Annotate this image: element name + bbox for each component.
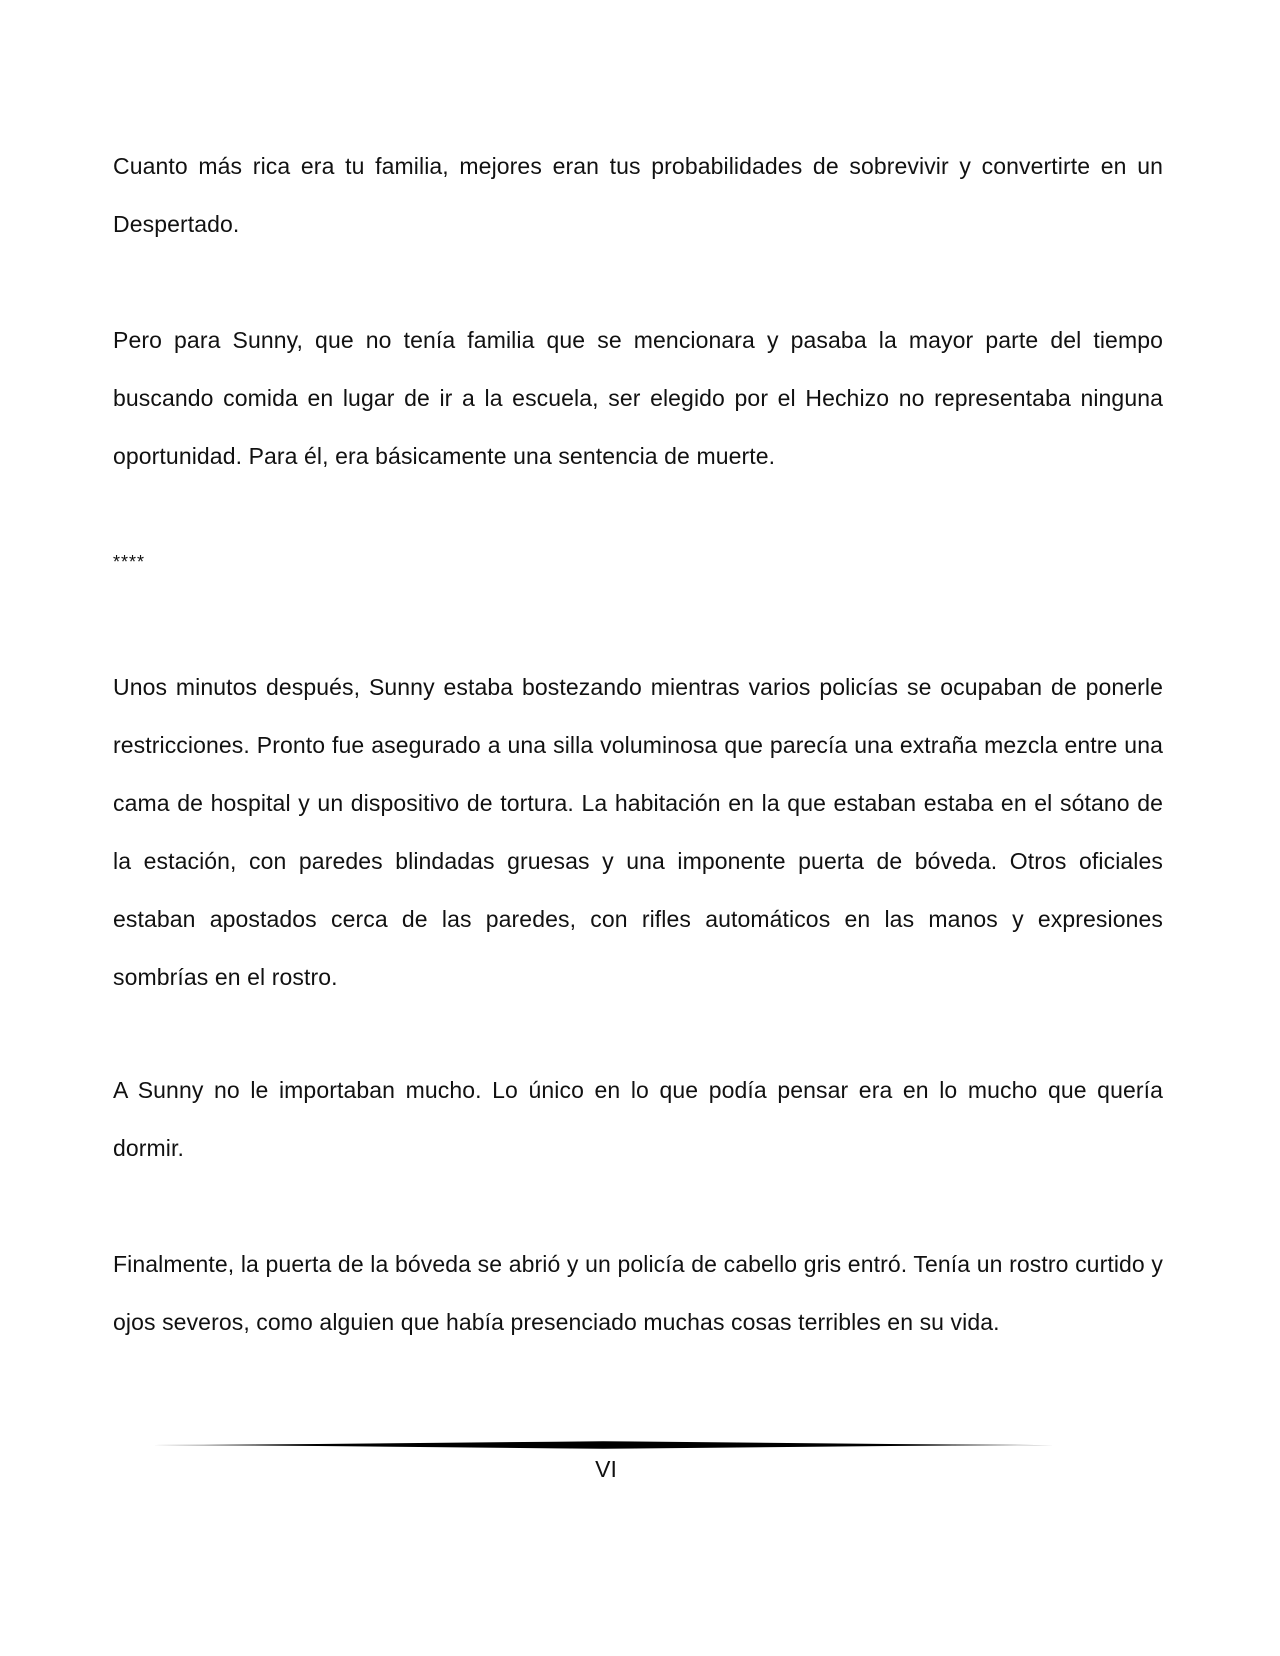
paragraph-wants-sleep: A Sunny no le importaban mucho. Lo único en lo que podía pensar era en lo mucho que quería dormir. (113, 1077, 1163, 1161)
page-number: VI (595, 1456, 617, 1482)
scene-break: **** (113, 552, 146, 572)
footer-divider-rule (152, 1438, 1054, 1452)
paragraph-gray-haired-officer: Finalmente, la puerta de la bóveda se abrió y un policía de cabello gris entró. Tenía un rostro curtido y ojos severos, como alguien que había presenciado muchas cosas terribles en su vida. (113, 1251, 1163, 1335)
paragraph-sunny-no-family: Pero para Sunny, que no tenía familia que se mencionara y pasaba la mayor parte del tiempo buscando comida en lugar de ir a la escuela, ser elegido por el Hechizo no representaba ninguna oportunidad. Para él, era básicamente una sentencia de muerte. (113, 327, 1163, 469)
paragraph-restraint-room: Unos minutos después, Sunny estaba bostezando mientras varios policías se ocupaban de ponerle restricciones. Pronto fue asegurado a una silla voluminosa que parecía una extraña mezcla entre una cama de hospital y un dispositivo de tortura. La habitación en la que estaban estaba en el sótano de la estación, con paredes blindadas gruesas y una imponente puerta de bóveda. Otros oficiales estaban apostados cerca de las paredes, con rifles automáticos en las manos y expresiones sombrías en el rostro. (113, 674, 1163, 990)
paragraph-family-wealth: Cuanto más rica era tu familia, mejores eran tus probabilidades de sobrevivir y convertirte en un Despertado. (113, 153, 1163, 237)
